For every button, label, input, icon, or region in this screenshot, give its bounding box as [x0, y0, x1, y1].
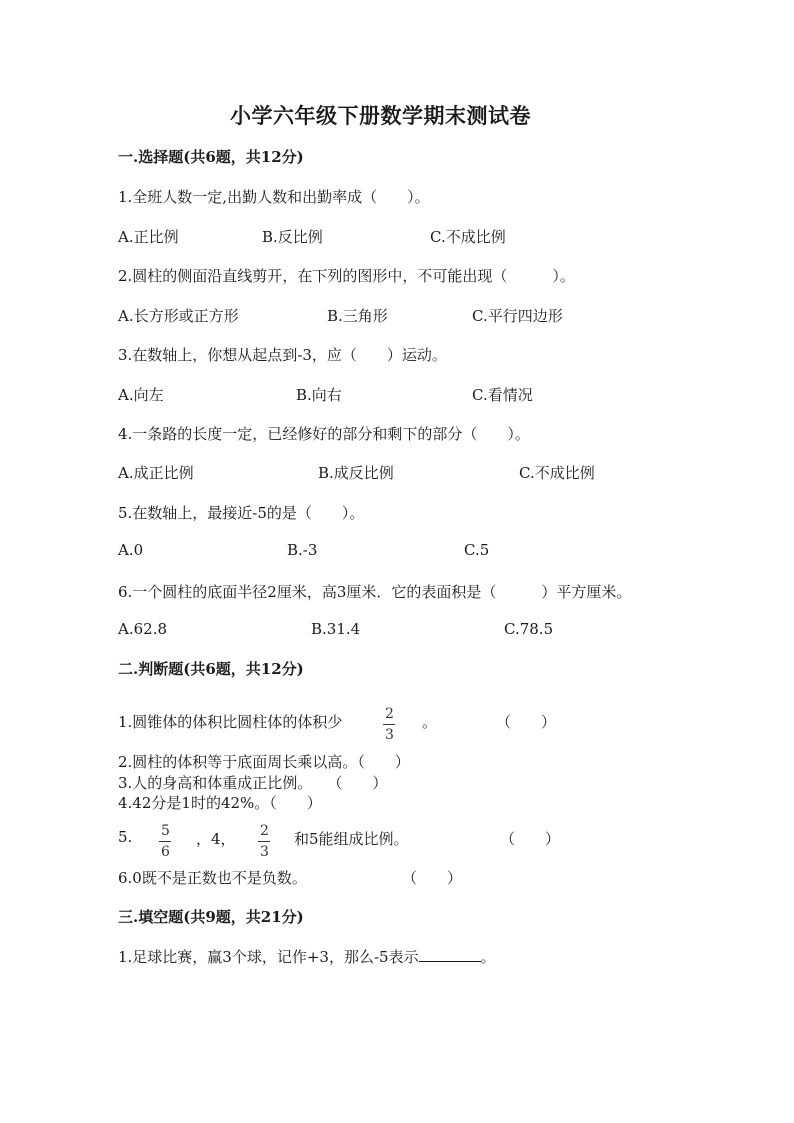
fraction-denominator: 6: [161, 844, 170, 860]
option-c: C.不成比例: [519, 464, 595, 482]
question-text: 2.圆柱的体积等于底面周长乘以高。（ ）: [118, 753, 410, 771]
section-heading-multiple-choice: 一.选择题(共6题，共12分): [118, 148, 304, 166]
question-text: 5.: [118, 828, 133, 846]
question-text: 6.一个圆柱的底面半径2厘米，高3厘米．它的表面积是（ ）平方厘米。: [118, 583, 632, 601]
option-a: A.62.8: [118, 620, 167, 638]
fraction: [382, 707, 397, 742]
option-c: C.不成比例: [430, 228, 506, 246]
answer-paren: （ ）: [500, 830, 561, 848]
question-text: 4.42分是1时的42%。（ ）: [118, 794, 322, 812]
option-a: A.0: [118, 541, 144, 559]
fraction-denominator: 3: [260, 844, 269, 860]
option-b: B.三角形: [327, 307, 388, 325]
option-c: C.看情况: [472, 386, 533, 404]
option-a: A.长方形或正方形: [118, 307, 239, 325]
option-b: B.31.4: [311, 620, 361, 638]
option-b: B.-3: [287, 541, 318, 559]
question-text: 6.0既不是正数也不是负数。: [118, 869, 307, 887]
question-text: 1.圆锥体的体积比圆柱体的体积少: [118, 713, 343, 731]
question-text: 2.圆柱的侧面沿直线剪开，在下列的图形中，不可能出现（ ）。: [118, 267, 575, 285]
fraction: [158, 824, 173, 859]
question-text: 3.人的身高和体重成正比例。 （ ）: [118, 774, 388, 792]
section-heading-fill-in: 三.填空题(共9题，共21分): [118, 908, 304, 926]
answer-paren: （ ）: [402, 869, 463, 887]
option-c: C.78.5: [504, 620, 554, 638]
answer-blank[interactable]: [419, 948, 481, 962]
option-c: C.5: [464, 541, 490, 559]
question-text: ，4，: [196, 830, 236, 848]
question-end: 。: [480, 948, 496, 966]
question-text: 3.在数轴上，你想从起点到-3，应（ ）运动。: [118, 346, 447, 364]
page-title: 小学六年级下册数学期末测试卷: [230, 103, 531, 128]
question-text: 和5能组成比例。: [294, 830, 409, 848]
option-b: B.反比例: [262, 228, 323, 246]
option-a: A.成正比例: [118, 464, 194, 482]
option-b: B.向右: [296, 386, 342, 404]
fraction-denominator: 3: [385, 727, 394, 743]
question-text: 5.在数轴上，最接近-5的是（ ）。: [118, 504, 365, 522]
fraction-numerator: 5: [161, 823, 170, 839]
question-text: 4.一条路的长度一定，已经修好的部分和剩下的部分（ ）。: [118, 425, 530, 443]
option-a: A.正比例: [118, 228, 179, 246]
fraction-numerator: 2: [260, 823, 269, 839]
fraction-numerator: 2: [385, 706, 394, 722]
question-text: 。: [422, 713, 438, 731]
question-text: [118, 946, 496, 967]
option-b: B.成反比例: [318, 464, 394, 482]
option-c: C.平行四边形: [472, 307, 563, 325]
answer-paren: （ ）: [496, 713, 557, 731]
question-prompt: 1.足球比赛，赢3个球，记作+3，那么-5表示: [118, 948, 419, 966]
option-a: A.向左: [118, 386, 164, 404]
section-heading-true-false: 二.判断题(共6题，共12分): [118, 660, 304, 678]
fraction: [257, 824, 272, 859]
question-text: 1.全班人数一定,出勤人数和出勤率成（ ）。: [118, 188, 430, 206]
